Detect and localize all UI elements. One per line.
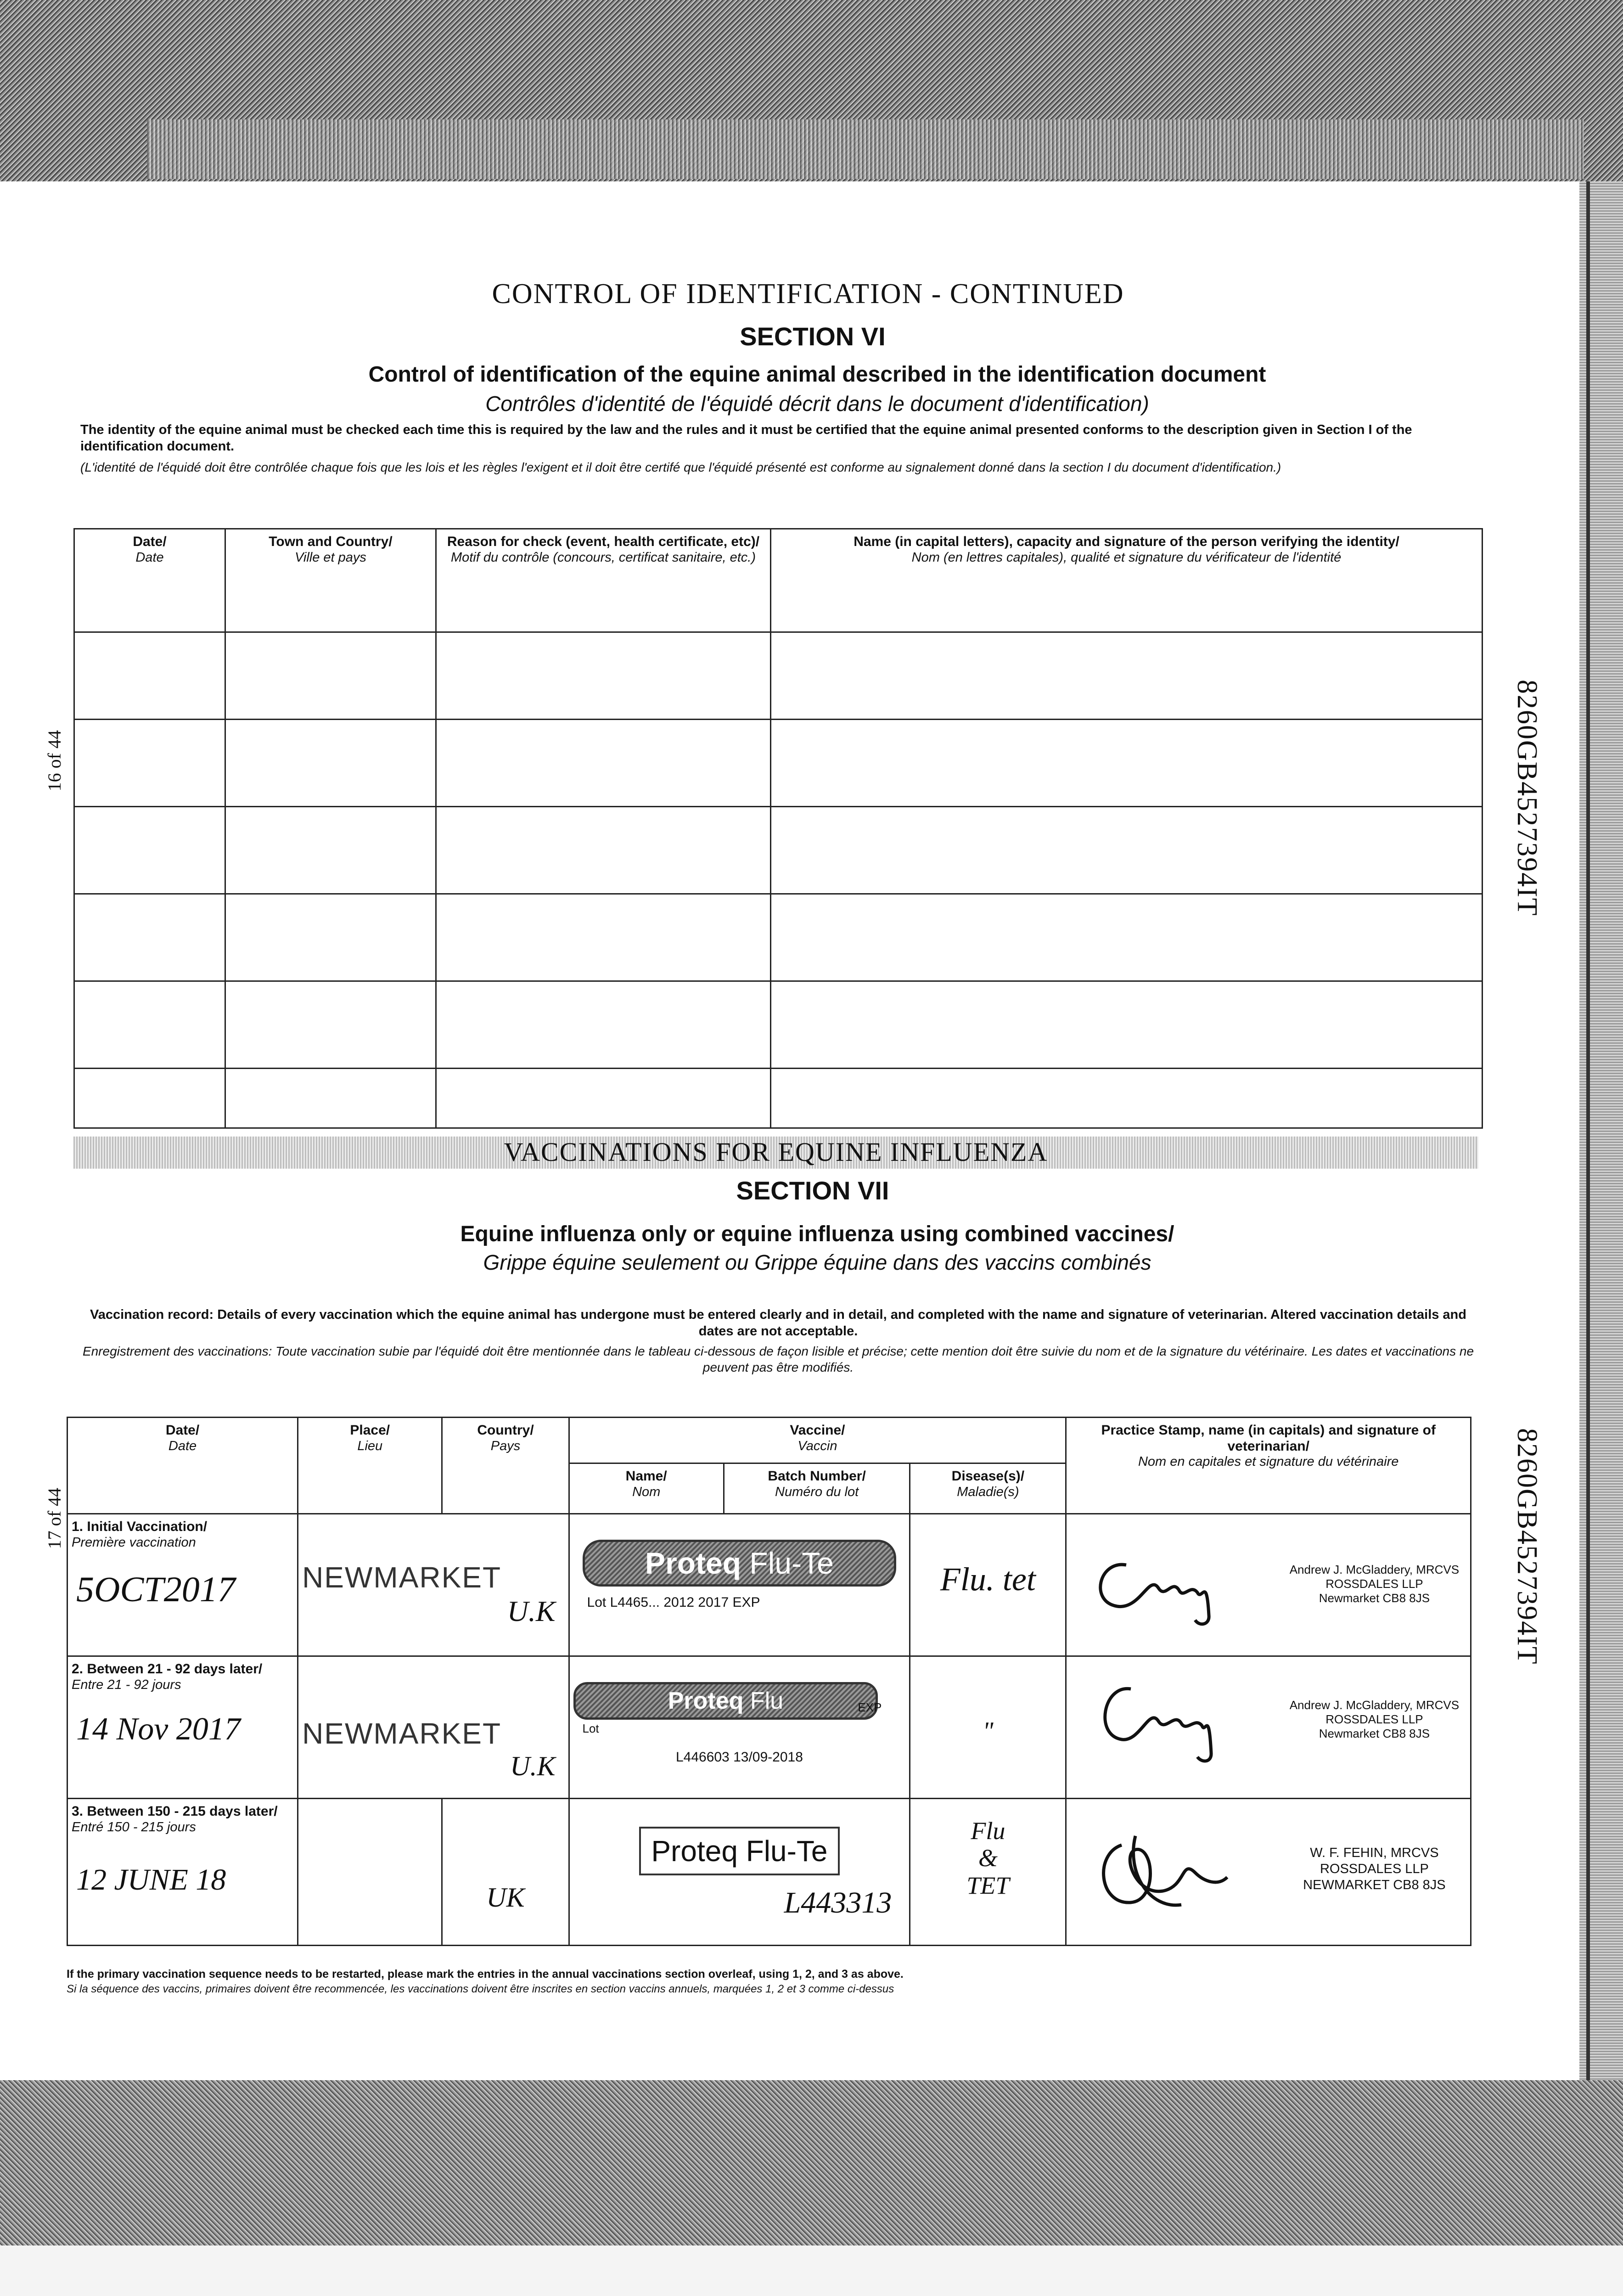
row1-date: 5OCT2017	[76, 1569, 236, 1609]
row1-label-fr: Première vaccination	[72, 1535, 196, 1550]
cell-verifier[interactable]	[771, 720, 1483, 807]
vaccination-record-text: Vaccination record: Details of every vaccination which the equine animal has undergone must be entered clearly and in detail, and completed with the name and signature of veterinarian. Altered vaccination details and dates are not acceptable.	[90, 1307, 1466, 1339]
identity-check-table	[73, 528, 1483, 1129]
vcol-batch: Batch Number/ Numéro du lot	[724, 1463, 910, 1514]
cell-verifier[interactable]	[771, 632, 1483, 720]
vaccination-row	[67, 1656, 1471, 1799]
row3-vet-stamp	[1278, 1845, 1471, 1893]
row2-vet-stamp	[1287, 1698, 1461, 1741]
col-verifier: Name (in capital letters), capacity and signature of the person verifying the identity/ Nom (en lettres capitales), qualité et signature du vérificateur de l'identité	[771, 529, 1483, 632]
row2-disease: "	[983, 1717, 994, 1745]
section-vi-instructions-fr: (L'identité de l'équidé doit être contrôlée chaque fois que les lois et les règles l'exigent et il doit être certifé que l'équidé présenté est conforme au signalement donné dans la section I du document d'identification.)	[80, 460, 1281, 474]
identity-check-header-row	[74, 529, 1483, 632]
row2-label: 2. Between 21 - 92 days later/	[72, 1661, 263, 1677]
vcol-date: Date/ Date	[67, 1418, 298, 1514]
row2-vet-name: Andrew J. McGladdery, MRCVS	[1289, 1698, 1460, 1712]
row2-country: U.K	[510, 1751, 556, 1781]
row1-batch-prefix: Lot	[587, 1595, 607, 1610]
cell-reason[interactable]	[436, 981, 771, 1069]
cell-verifier[interactable]	[771, 894, 1483, 981]
cell-date[interactable]	[74, 807, 225, 894]
section-vi-label: SECTION VI	[740, 322, 886, 351]
row1-stamp-cell[interactable]	[1066, 1514, 1471, 1656]
row3-place-cell[interactable]	[298, 1799, 442, 1946]
cell-town[interactable]	[225, 632, 436, 720]
cell-date[interactable]	[74, 894, 225, 981]
cell-reason[interactable]	[436, 1069, 771, 1128]
row3-date-cell[interactable]	[67, 1799, 298, 1946]
row1-country: U.K	[507, 1595, 556, 1627]
row1-label: 1. Initial Vaccination/	[72, 1519, 208, 1534]
row2-vaccine-brand: Proteq	[668, 1688, 744, 1714]
cell-verifier[interactable]	[771, 981, 1483, 1069]
row2-disease-cell[interactable]	[910, 1656, 1066, 1799]
vaccination-row	[67, 1514, 1471, 1656]
row3-vaccine[interactable]	[569, 1799, 910, 1946]
page-edge-right	[1586, 181, 1590, 2092]
scan-border-bottom-light	[0, 2245, 1623, 2296]
cell-reason[interactable]	[436, 632, 771, 720]
cell-town[interactable]	[225, 1069, 436, 1128]
cell-date[interactable]	[74, 1069, 225, 1128]
identity-check-row	[74, 894, 1483, 981]
row1-vet-location: Newmarket CB8 8JS	[1319, 1591, 1430, 1605]
cell-date[interactable]	[74, 981, 225, 1069]
row3-disease-line1: Flu	[971, 1817, 1005, 1845]
row3-vaccine-stamp	[639, 1827, 839, 1875]
row3-vet-name: W. F. FEHIN, MRCVS	[1310, 1846, 1439, 1860]
doc-id-bottom: 8260GB4527394IT	[1511, 1428, 1543, 1665]
row1-disease-cell[interactable]	[910, 1514, 1066, 1656]
row1-vaccine-type: Flu-Te	[749, 1546, 834, 1580]
section-vi-instructions: The identity of the equine animal must be checked each time this is required by the law and the rules and it must be certified that the equine animal presented conforms to the description given in Section I of the identification document.	[80, 422, 1412, 454]
cell-reason[interactable]	[436, 807, 771, 894]
scan-shadow-top	[147, 119, 1584, 179]
row1-disease: Flu. tet	[940, 1561, 1036, 1598]
row1-batch: L4465... 2012 2017	[610, 1595, 729, 1610]
row2-stamp-cell[interactable]	[1066, 1656, 1471, 1799]
vaccination-band-title: VACCINATIONS FOR EQUINE INFLUENZA	[504, 1137, 1048, 1167]
vcol-vaccine: Vaccine/ Vaccin	[569, 1418, 1066, 1463]
cell-verifier[interactable]	[771, 1069, 1483, 1128]
row2-label-fr: Entre 21 - 92 jours	[72, 1677, 181, 1692]
row3-signature	[1085, 1818, 1232, 1923]
cell-verifier[interactable]	[771, 807, 1483, 894]
col-reason: Reason for check (event, health certificate, etc)/ Motif du contrôle (concours, certificat sanitaire, etc.)	[436, 529, 771, 632]
row2-date: 14 Nov 2017	[76, 1711, 241, 1747]
row2-place-country[interactable]	[298, 1656, 569, 1799]
row3-vet-location: NEWMARKET CB8 8JS	[1303, 1877, 1446, 1892]
cell-town[interactable]	[225, 981, 436, 1069]
identity-check-row	[74, 1069, 1483, 1128]
doc-id-top: 8260GB4527394IT	[1511, 680, 1543, 917]
section-vii-label: SECTION VII	[736, 1176, 889, 1205]
vaccination-header-row	[67, 1418, 1471, 1463]
cell-date[interactable]	[74, 720, 225, 807]
vaccination-table	[67, 1417, 1471, 1946]
row1-date-cell[interactable]	[67, 1514, 298, 1656]
vcol-stamp: Practice Stamp, name (in capitals) and signature of veterinarian/ Nom en capitales et signature du vétérinaire	[1066, 1418, 1471, 1514]
row3-label: 3. Between 150 - 215 days later/	[72, 1804, 278, 1819]
row3-stamp-cell[interactable]	[1066, 1799, 1471, 1946]
vcol-name: Name/ Nom	[569, 1463, 724, 1514]
section-vii-title-fr: Grippe équine seulement ou Grippe équine dans des vaccins combinés	[483, 1250, 1151, 1274]
row3-country: UK	[486, 1882, 525, 1913]
row1-signature	[1085, 1547, 1223, 1629]
vcol-country: Country/ Pays	[442, 1418, 569, 1514]
page-number-16: 16 of 44	[44, 730, 65, 792]
row2-vaccine-stamp	[573, 1682, 878, 1720]
section-vii-title: Equine influenza only or equine influenza using combined vaccines/	[460, 1222, 1174, 1246]
row3-batch: L443313	[784, 1886, 892, 1919]
row1-vet-stamp	[1287, 1563, 1461, 1606]
row2-vaccine[interactable]	[569, 1656, 910, 1799]
section-vi-title-fr: Contrôles d'identité de l'équidé décrit dans le document d'identification)	[485, 392, 1149, 416]
cell-town[interactable]	[225, 894, 436, 981]
row1-batch-line	[573, 1595, 906, 1610]
row2-batch-prefix: Lot	[582, 1722, 599, 1735]
identity-check-row	[74, 632, 1483, 720]
row3-date: 12 JUNE 18	[76, 1863, 226, 1896]
row3-disease-line3: TET	[966, 1871, 1010, 1899]
row1-vaccine-stamp	[583, 1540, 897, 1587]
row1-vaccine[interactable]	[569, 1514, 910, 1656]
identity-check-row	[74, 720, 1483, 807]
footnote: If the primary vaccination sequence needs to be restarted, please mark the entries in the annual vaccinations section overleaf, using 1, 2, and 3 as above.	[67, 1968, 904, 1981]
section-vi-title: Control of identification of the equine animal described in the identification document	[368, 362, 1266, 387]
footnote-fr: Si la séquence des vaccins, primaires doivent être recommencée, les vaccinations doivent être inscrites en section vaccins annuels, marquées 1, 2 et 3 comme ci-dessus	[67, 1983, 894, 1995]
cell-date[interactable]	[74, 632, 225, 720]
row1-place: NEWMARKET	[302, 1561, 502, 1594]
row2-signature	[1085, 1675, 1223, 1767]
row2-vaccine-type: Flu	[750, 1688, 784, 1714]
row3-country-cell[interactable]	[442, 1799, 569, 1946]
row2-vet-practice: ROSSDALES LLP	[1325, 1712, 1423, 1727]
row2-batch: L446603 13/09-2018	[675, 1750, 803, 1765]
row3-label-fr: Entré 150 - 215 jours	[72, 1819, 196, 1835]
row1-vet-name: Andrew J. McGladdery, MRCVS	[1289, 1563, 1460, 1576]
row3-vaccine-type: Proteq Flu-Te	[651, 1835, 828, 1868]
row3-disease-line2: &	[978, 1844, 998, 1872]
cell-town[interactable]	[225, 807, 436, 894]
cell-reason[interactable]	[436, 894, 771, 981]
row2-place: NEWMARKET	[302, 1717, 502, 1750]
col-date: Date/ Date	[74, 529, 225, 632]
row1-vet-practice: ROSSDALES LLP	[1325, 1577, 1423, 1591]
row1-batch-suffix: EXP	[732, 1595, 760, 1610]
row3-disease	[914, 1818, 1061, 1899]
row2-date-cell[interactable]	[67, 1656, 298, 1799]
cell-reason[interactable]	[436, 720, 771, 807]
page-number-17: 17 of 44	[44, 1488, 65, 1549]
identity-check-row	[74, 807, 1483, 894]
vaccination-record-text-fr: Enregistrement des vaccinations: Toute vaccination subie par l'équidé doit être mentionnée dans le tableau ci-dessous de façon lisible et précise; cette mention doit être suivie du nom et de la signature du vétérinaire. Les dates et vaccinations ne peuvent pas être modifiés.	[82, 1344, 1474, 1374]
row2-batch-suffix: EXP	[858, 1700, 882, 1714]
vcol-disease: Disease(s)/ Maladie(s)	[910, 1463, 1066, 1514]
cell-town[interactable]	[225, 720, 436, 807]
header-title: CONTROL OF IDENTIFICATION - CONTINUED	[492, 278, 1124, 310]
identity-check-row	[74, 981, 1483, 1069]
row1-vaccine-brand: Proteq	[645, 1546, 741, 1580]
vcol-place: Place/ Lieu	[298, 1418, 442, 1514]
row1-place-country[interactable]	[298, 1514, 569, 1656]
vaccination-row	[67, 1799, 1471, 1946]
row2-vet-location: Newmarket CB8 8JS	[1319, 1727, 1430, 1741]
row3-disease-cell[interactable]	[910, 1799, 1066, 1946]
col-town-country: Town and Country/ Ville et pays	[225, 529, 436, 632]
row3-vet-practice: ROSSDALES LLP	[1320, 1861, 1429, 1876]
